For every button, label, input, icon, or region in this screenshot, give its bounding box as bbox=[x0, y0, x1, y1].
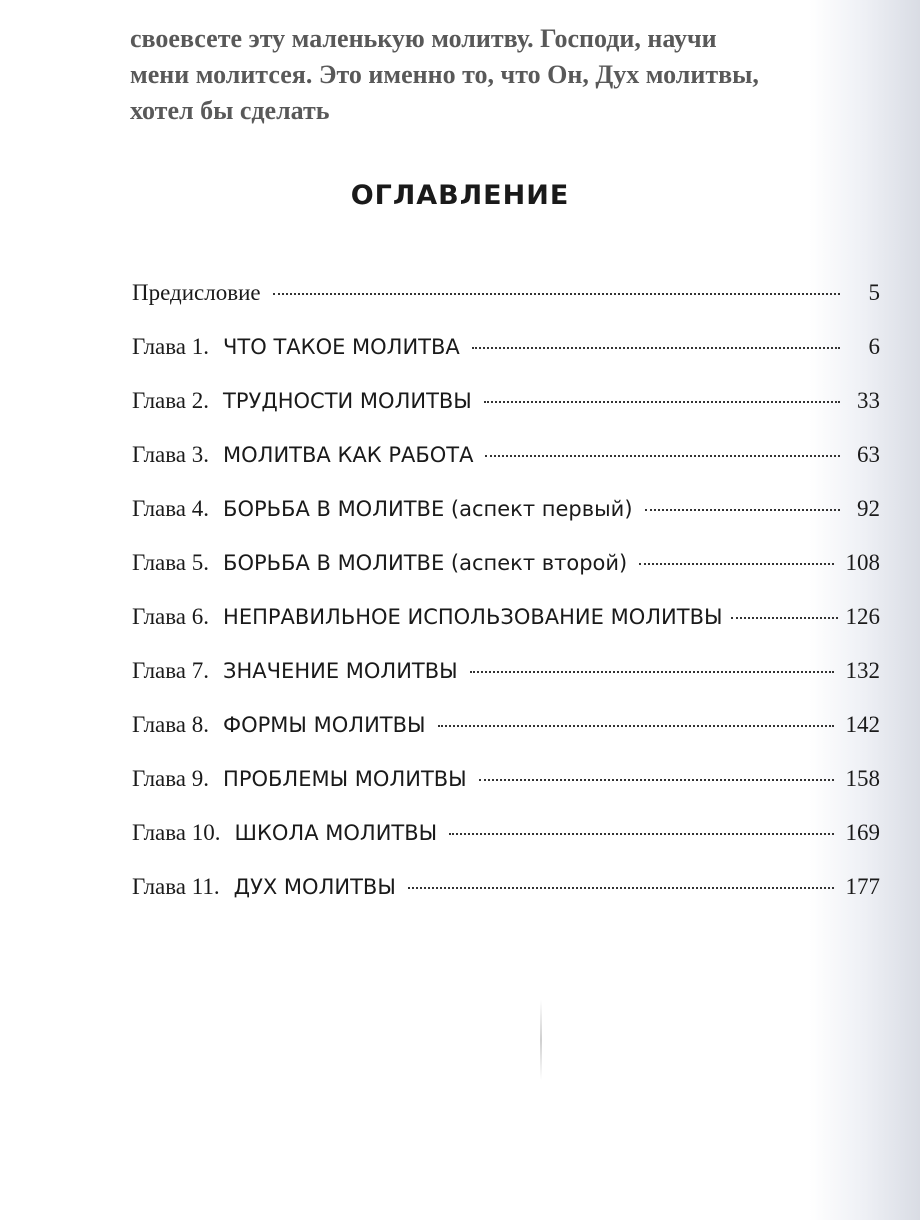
toc-chapter: Глава 4. bbox=[132, 496, 210, 521]
toc-page-number: 158 bbox=[845, 766, 880, 791]
toc-chapter: Глава 10. bbox=[132, 820, 221, 845]
toc-page-number: 63 bbox=[857, 442, 880, 467]
bleed-through-line: мени молитсея. Это именно то, что Он, Дух молитвы, bbox=[130, 60, 759, 89]
toc-chapter: Глава 3. bbox=[132, 442, 210, 467]
toc-chapter-title: БОРЬБА В МОЛИТВЕ (аспект второй) bbox=[223, 551, 628, 575]
toc-chapter-title: БОРЬБА В МОЛИТВЕ (аспект первый) bbox=[223, 497, 633, 521]
toc-row bbox=[132, 820, 880, 874]
toc-leader-dots bbox=[472, 347, 840, 349]
bleed-through-line: своевсете эту маленькую молитву. Господи, научи bbox=[130, 24, 717, 53]
toc-leader-dots bbox=[273, 293, 840, 295]
toc-page-number: 5 bbox=[868, 280, 880, 305]
toc-page-number: 177 bbox=[845, 874, 880, 899]
toc-leader-dots bbox=[645, 509, 840, 511]
toc-row bbox=[132, 658, 880, 712]
toc-row bbox=[132, 604, 880, 658]
toc-chapter: Глава 6. bbox=[132, 604, 210, 629]
toc-leader-dots bbox=[470, 671, 834, 673]
toc-leader-dots bbox=[484, 401, 840, 403]
toc-chapter: Предисловие bbox=[132, 280, 261, 305]
toc-row bbox=[132, 442, 880, 496]
toc-page-number: 132 bbox=[845, 658, 880, 683]
toc-row bbox=[132, 334, 880, 388]
toc-page-number: 169 bbox=[845, 820, 880, 845]
toc-page-number: 6 bbox=[868, 334, 880, 359]
toc-row bbox=[132, 388, 880, 442]
toc-chapter: Глава 8. bbox=[132, 712, 210, 737]
toc-row-preface bbox=[132, 280, 880, 334]
toc-page-number: 33 bbox=[857, 388, 880, 413]
toc-page-number: 92 bbox=[857, 496, 880, 521]
toc-chapter-title: НЕПРАВИЛЬНОЕ ИСПОЛЬЗОВАНИЕ МОЛИТВЫ bbox=[223, 605, 723, 629]
toc-chapter-title: ТРУДНОСТИ МОЛИТВЫ bbox=[223, 389, 472, 413]
toc-leader-dots bbox=[639, 563, 833, 565]
toc-chapter-title: ПРОБЛЕМЫ МОЛИТВЫ bbox=[223, 767, 467, 791]
toc-chapter: Глава 9. bbox=[132, 766, 210, 791]
toc-chapter-title: МОЛИТВА КАК РАБОТА bbox=[223, 443, 474, 467]
toc-leader-dots bbox=[479, 779, 834, 781]
toc-row bbox=[132, 874, 880, 928]
toc-chapter: Глава 7. bbox=[132, 658, 210, 683]
toc-page-number: 142 bbox=[845, 712, 880, 737]
page-crease-mark bbox=[540, 1000, 542, 1080]
toc-chapter-title: ЧТО ТАКОЕ МОЛИТВА bbox=[223, 335, 460, 359]
toc-row bbox=[132, 496, 880, 550]
toc-chapter: Глава 5. bbox=[132, 550, 210, 575]
toc-chapter-title: ДУХ МОЛИТВЫ bbox=[233, 875, 396, 899]
toc-row bbox=[132, 550, 880, 604]
table-of-contents bbox=[132, 280, 880, 928]
toc-chapter: Глава 1. bbox=[132, 334, 210, 359]
toc-chapter-title: ФОРМЫ МОЛИТВЫ bbox=[223, 713, 426, 737]
toc-chapter: Глава 11. bbox=[132, 874, 220, 899]
toc-row bbox=[132, 766, 880, 820]
toc-leader-dots bbox=[438, 725, 834, 727]
toc-leader-dots bbox=[408, 887, 834, 889]
toc-page-number: 126 bbox=[845, 604, 880, 629]
toc-chapter-title: ЗНАЧЕНИЕ МОЛИТВЫ bbox=[223, 659, 458, 683]
toc-leader-dots bbox=[485, 455, 840, 457]
bleed-through-line: хотел бы сделать bbox=[130, 96, 330, 125]
toc-row bbox=[132, 712, 880, 766]
toc-chapter-title: ШКОЛА МОЛИТВЫ bbox=[234, 821, 438, 845]
toc-leader-dots bbox=[449, 833, 833, 835]
toc-chapter: Глава 2. bbox=[132, 388, 210, 413]
toc-page-number: 108 bbox=[845, 550, 880, 575]
toc-leader-dots bbox=[731, 617, 838, 619]
page-title: ОГЛАВЛЕНИЕ bbox=[350, 180, 570, 211]
